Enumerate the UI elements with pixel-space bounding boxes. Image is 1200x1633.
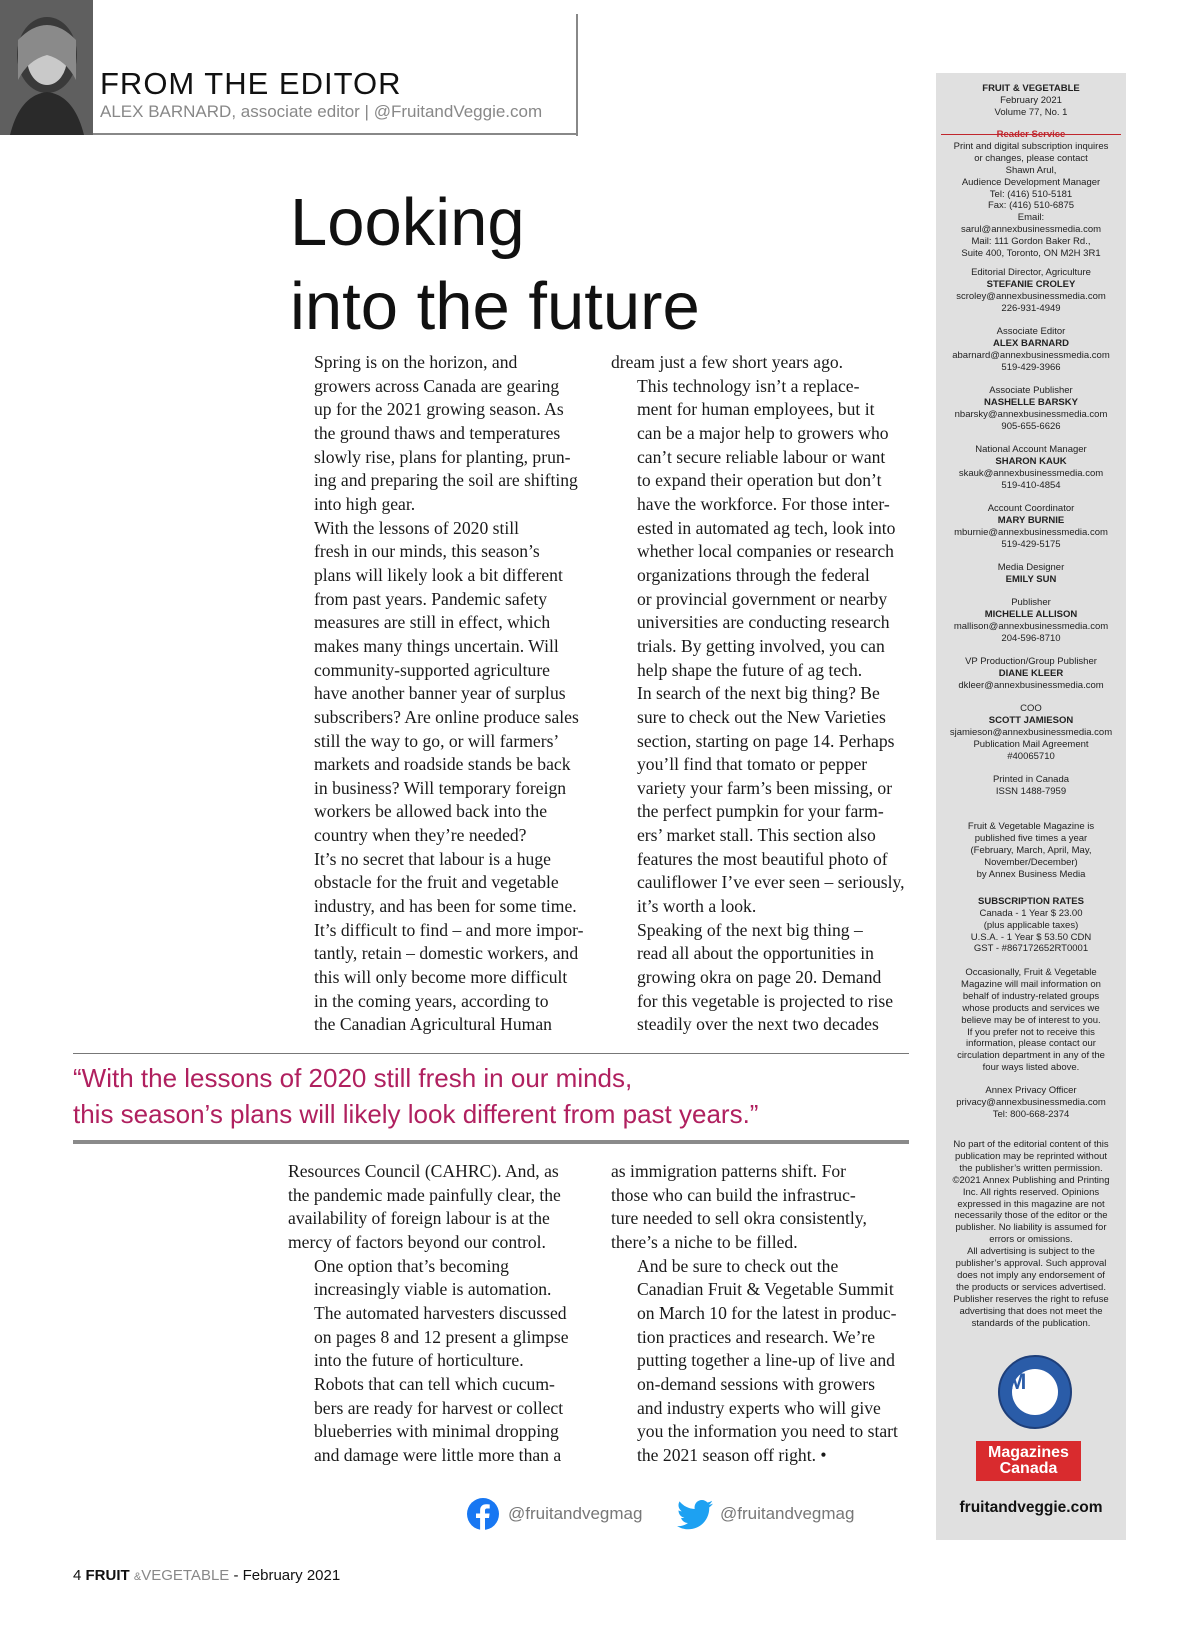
masthead-line: (plus applicable taxes) bbox=[983, 919, 1079, 931]
masthead-line: publisher’s approval. Such approval bbox=[955, 1258, 1107, 1270]
masthead-block bbox=[936, 562, 1126, 586]
masthead-line: Magazine will mail information on bbox=[961, 978, 1101, 990]
text-line: this will only become more difficult bbox=[314, 967, 568, 988]
masthead-block bbox=[936, 821, 1126, 881]
text-line: In search of the next big thing? Be bbox=[637, 683, 880, 704]
text-line: community-supported agriculture bbox=[314, 659, 550, 680]
text-line: cauliflower I’ve ever seen – seriously, bbox=[637, 872, 905, 893]
text-line: from past years. Pandemic safety bbox=[314, 588, 548, 609]
masthead-block bbox=[936, 1139, 1126, 1330]
masthead-line: or changes, please contact bbox=[974, 152, 1088, 164]
masthead-line: by Annex Business Media bbox=[976, 868, 1086, 880]
masthead-block bbox=[936, 444, 1126, 492]
text-line: ers’ market stall. This section also bbox=[637, 825, 876, 846]
text-line: subscribers? Are online produce sales bbox=[314, 706, 579, 727]
masthead-line: Associate Publisher bbox=[989, 385, 1073, 396]
masthead-line: scroley@annexbusinessmedia.com bbox=[956, 290, 1106, 302]
text-line: It’s difficult to find – and more impor- bbox=[314, 919, 584, 940]
masthead-block bbox=[936, 739, 1126, 763]
text-line: workers be allowed back into the bbox=[314, 801, 548, 822]
facebook-handle[interactable]: @fruitandvegmag bbox=[508, 1504, 643, 1523]
masthead-line: skauk@annexbusinessmedia.com bbox=[958, 467, 1104, 479]
paragraph bbox=[288, 351, 588, 517]
paragraph bbox=[288, 1160, 588, 1255]
masthead-line: mburnie@annexbusinessmedia.com bbox=[954, 526, 1108, 538]
footer-brand-vegetable: VEGETABLE bbox=[141, 1567, 230, 1584]
paragraph bbox=[288, 1255, 588, 1468]
text-line: slowly rise, plans for planting, prun- bbox=[314, 446, 571, 467]
masthead-line: November/December) bbox=[984, 856, 1078, 868]
masthead-line: published five times a year bbox=[974, 832, 1088, 844]
masthead-line: dkleer@annexbusinessmedia.com bbox=[958, 679, 1104, 691]
masthead-line: mallison@annexbusinessmedia.com bbox=[953, 620, 1109, 632]
text-line: sure to check out the New Varieties bbox=[637, 706, 886, 727]
masthead-line: February 2021 bbox=[1000, 94, 1062, 106]
masthead-line: believe may be of interest to you. bbox=[961, 1014, 1101, 1026]
masthead-line: 905-655-6626 bbox=[1001, 420, 1061, 432]
masthead-line: No part of the editorial content of this bbox=[953, 1139, 1109, 1150]
text-line: industry, and has been for some time. bbox=[314, 896, 577, 917]
masthead-line: Publisher bbox=[1011, 597, 1051, 608]
text-line: as immigration patterns shift. For bbox=[611, 1161, 847, 1181]
masthead-block bbox=[936, 129, 1126, 260]
text-line: on pages 8 and 12 present a glimpse bbox=[314, 1326, 569, 1347]
text-line: variety your farm’s been missing, or bbox=[637, 777, 893, 798]
text-line: trials. By getting involved, you can bbox=[637, 635, 885, 656]
masthead-line: Mail: 111 Gordon Baker Rd., bbox=[971, 236, 1091, 248]
text-line: the ground thaws and temperatures bbox=[314, 422, 561, 443]
masthead-line: GST - #867172652RT0001 bbox=[973, 943, 1089, 954]
text-line: for this vegetable is projected to rise bbox=[637, 990, 894, 1011]
text-line: ture needed to sell okra consistently, bbox=[611, 1208, 867, 1229]
masthead-line: COO bbox=[1020, 703, 1042, 714]
text-line: and industry experts who will give bbox=[637, 1397, 881, 1418]
masthead-line: U.S.A. - 1 Year $ 53.50 CDN bbox=[970, 931, 1092, 943]
masthead-line: Audience Development Manager bbox=[961, 176, 1101, 188]
website-link[interactable]: fruitandveggie.com bbox=[959, 1499, 1103, 1516]
masthead-line: whose products and services we bbox=[962, 1002, 1100, 1014]
masthead-line: standards of the publication. bbox=[971, 1317, 1091, 1329]
masthead-line: Suite 400, Toronto, ON M2H 3R1 bbox=[961, 248, 1101, 260]
text-line: whether local companies or research bbox=[637, 541, 894, 562]
masthead-line: publication may be reprinted without bbox=[954, 1150, 1108, 1162]
facebook-icon[interactable] bbox=[467, 1498, 499, 1530]
footer-brand-amp: & bbox=[133, 1571, 142, 1583]
masthead-line: privacy@annexbusinessmedia.com bbox=[956, 1096, 1106, 1108]
masthead-line: ©2021 Annex Publishing and Printing bbox=[952, 1174, 1110, 1186]
text-line: the Canadian Agricultural Human bbox=[314, 1014, 552, 1035]
text-line: mercy of factors beyond our control. bbox=[288, 1231, 546, 1252]
masthead-line: 204-596-8710 bbox=[1001, 632, 1061, 644]
masthead-line: EMILY SUN bbox=[1005, 573, 1057, 585]
masthead-line: errors or omissions. bbox=[989, 1234, 1073, 1246]
masthead-line: Fax: (416) 510-6875 bbox=[987, 200, 1075, 212]
masthead-line: Email: bbox=[1017, 212, 1045, 224]
masthead-line: Annex Privacy Officer bbox=[985, 1085, 1077, 1096]
text-line: With the lessons of 2020 still bbox=[314, 517, 520, 538]
text-line: the 2021 season off right. • bbox=[637, 1444, 827, 1465]
pull-quote bbox=[73, 1060, 758, 1132]
pullquote-rule-top bbox=[73, 1053, 909, 1054]
masthead-block bbox=[936, 83, 1126, 119]
text-line: bers are ready for harvest or collect bbox=[314, 1397, 564, 1418]
twitter-icon[interactable] bbox=[677, 1500, 713, 1530]
text-line: availability of foreign labour is at the bbox=[288, 1208, 550, 1229]
pull-quote-line: “With the lessons of 2020 still fresh in our minds, bbox=[73, 1063, 633, 1093]
text-line: in business? Will temporary foreign bbox=[314, 777, 567, 798]
text-line: One option that’s becoming bbox=[314, 1255, 509, 1276]
masthead-line: circulation department in any of the bbox=[957, 1050, 1105, 1062]
paragraph bbox=[288, 517, 588, 848]
seal-mark-icon: M bbox=[1008, 1369, 1027, 1394]
magazines-canada-logo bbox=[976, 1441, 1081, 1481]
text-line: growers across Canada are gearing bbox=[314, 375, 560, 396]
text-line: the pandemic made painfully clear, the bbox=[288, 1184, 561, 1205]
masthead-line: VP Production/Group Publisher bbox=[965, 656, 1097, 667]
text-line: The automated harvesters discussed bbox=[314, 1302, 567, 1323]
masthead-line: (February, March, April, May, bbox=[970, 844, 1092, 856]
paragraph bbox=[611, 682, 911, 919]
text-line: steadily over the next two decades bbox=[637, 1014, 879, 1035]
masthead-line: Tel: (416) 510-5181 bbox=[989, 188, 1073, 200]
masthead-sidebar bbox=[936, 73, 1126, 1540]
text-line: tion practices and research. We’re bbox=[637, 1326, 876, 1347]
text-line: And be sure to check out the bbox=[637, 1255, 839, 1276]
masthead-line: Print and digital subscription inquires bbox=[953, 140, 1109, 152]
text-line: putting together a line-up of live and bbox=[637, 1350, 895, 1371]
masthead-line: sarul@annexbusinessmedia.com bbox=[960, 224, 1102, 236]
masthead-block bbox=[936, 267, 1126, 315]
page-number: 4 bbox=[73, 1567, 82, 1584]
text-line: Spring is on the horizon, and bbox=[314, 352, 518, 372]
masthead-line: Editorial Director, Agriculture bbox=[971, 267, 1091, 278]
masthead-line: MARY BURNIE bbox=[997, 514, 1065, 526]
headline-line: Looking bbox=[290, 185, 525, 260]
masthead-line: Shawn Arul, bbox=[1005, 164, 1057, 176]
masthead-block bbox=[936, 896, 1126, 944]
text-line: you the information you need to start bbox=[637, 1421, 898, 1442]
masthead-line: National Account Manager bbox=[975, 444, 1087, 455]
text-line: markets and roadside stands be back bbox=[314, 754, 571, 775]
masthead-line: FRUIT & VEGETABLE bbox=[982, 83, 1080, 94]
masthead-block bbox=[936, 326, 1126, 374]
text-line: universities are conducting research bbox=[637, 612, 890, 633]
masthead-line: nbarsky@annexbusinessmedia.com bbox=[954, 408, 1108, 420]
masthead-line: 519-410-4854 bbox=[1001, 479, 1061, 491]
masthead-block bbox=[936, 774, 1126, 798]
paragraph bbox=[288, 848, 588, 1037]
masthead-line: Volume 77, No. 1 bbox=[994, 106, 1068, 118]
text-line: Resources Council (CAHRC). And, as bbox=[288, 1161, 559, 1181]
paragraph bbox=[611, 1160, 911, 1255]
text-line: ment for human employees, but it bbox=[637, 399, 875, 420]
masthead-line: Reader Service bbox=[996, 129, 1066, 140]
footer-date: - February 2021 bbox=[229, 1567, 341, 1584]
text-line: increasingly viable is automation. bbox=[314, 1279, 552, 1300]
masthead-line: If you prefer not to receive this bbox=[967, 1026, 1095, 1038]
masthead-line: Fruit & Vegetable Magazine is bbox=[967, 821, 1095, 832]
twitter-handle[interactable]: @fruitandvegmag bbox=[720, 1504, 855, 1523]
editor-photo bbox=[0, 0, 93, 135]
paragraph bbox=[611, 919, 911, 1037]
masthead-block bbox=[936, 656, 1126, 692]
masthead-block bbox=[936, 503, 1126, 551]
masthead-line: MICHELLE ALLISON bbox=[984, 608, 1078, 620]
masthead-line: does not imply any endorsement of bbox=[957, 1269, 1105, 1281]
masthead-line: 519-429-5175 bbox=[1001, 538, 1061, 550]
masthead-line: NASHELLE BARSKY bbox=[984, 396, 1078, 408]
text-line: into the future of horticulture. bbox=[314, 1350, 524, 1371]
masthead-line: expressed in this magazine are not bbox=[957, 1198, 1105, 1210]
text-line: makes many things uncertain. Will bbox=[314, 635, 559, 656]
masthead-line: 519-429-3966 bbox=[1001, 361, 1061, 373]
masthead-block bbox=[936, 943, 1126, 955]
masthead-line: Publisher reserves the right to refuse bbox=[953, 1293, 1109, 1305]
header-rule-horizontal bbox=[93, 133, 578, 135]
masthead-line: SUBSCRIPTION RATES bbox=[978, 896, 1084, 907]
text-line: ested in automated ag tech, look into bbox=[637, 517, 896, 538]
text-line: section, starting on page 14. Perhaps bbox=[637, 730, 895, 751]
masthead-line: information, please contact our bbox=[966, 1038, 1096, 1050]
header-rule-vertical bbox=[576, 14, 578, 136]
masthead-line: Printed in Canada bbox=[992, 774, 1070, 785]
text-line: organizations through the federal bbox=[637, 564, 870, 585]
text-line: features the most beautiful photo of bbox=[637, 848, 888, 869]
text-line: fresh in our minds, this season’s bbox=[314, 541, 540, 562]
masthead-line: abarnard@annexbusinessmedia.com bbox=[952, 349, 1110, 361]
masthead-line: DIANE KLEER bbox=[998, 667, 1064, 679]
text-line: into high gear. bbox=[314, 493, 416, 514]
text-line: those who can build the infrastruc- bbox=[611, 1184, 856, 1205]
masthead-line: STEFANIE CROLEY bbox=[986, 278, 1076, 290]
masthead-line: ISSN 1488-7959 bbox=[995, 785, 1067, 797]
article-column-1 bbox=[288, 351, 588, 1037]
text-line: on March 10 for the latest in produc- bbox=[637, 1302, 897, 1323]
masthead-line: Publication Mail Agreement bbox=[973, 739, 1089, 750]
masthead-block bbox=[936, 967, 1126, 1074]
section-title: FROM THE EDITOR bbox=[100, 66, 402, 101]
text-line: country when they’re needed? bbox=[314, 825, 527, 846]
masthead-block bbox=[936, 703, 1126, 739]
pullquote-rule-bottom bbox=[73, 1140, 909, 1144]
headline bbox=[290, 181, 850, 349]
text-line: tantly, retain – domestic workers, and bbox=[314, 943, 579, 964]
paragraph bbox=[611, 375, 911, 683]
text-line: the perfect pumpkin for your farm- bbox=[637, 801, 884, 822]
paragraph bbox=[611, 1255, 911, 1468]
text-line: It’s no secret that labour is a huge bbox=[314, 848, 551, 869]
masthead-line: 226-931-4949 bbox=[1001, 302, 1061, 314]
masthead-line: Associate Editor bbox=[996, 326, 1066, 337]
masthead-block bbox=[936, 597, 1126, 645]
text-line: or provincial government or nearby bbox=[637, 588, 888, 609]
text-line: plans will likely look a bit different bbox=[314, 564, 563, 585]
masthead-line: SHARON KAUK bbox=[995, 455, 1067, 467]
masthead-line: ALEX BARNARD bbox=[993, 337, 1069, 349]
text-line: can be a major help to growers who bbox=[637, 422, 889, 443]
masthead-line: Canada - 1 Year $ 23.00 bbox=[979, 907, 1083, 919]
masthead-line: sjamieson@annexbusinessmedia.com bbox=[949, 726, 1113, 738]
footer-brand-fruit: FRUIT bbox=[85, 1567, 130, 1584]
headline-line: into the future bbox=[290, 269, 700, 344]
text-line: there’s a niche to be filled. bbox=[611, 1231, 798, 1252]
masthead-line: Inc. All rights reserved. Opinions bbox=[962, 1186, 1100, 1198]
text-line: This technology isn’t a replace- bbox=[637, 375, 860, 396]
masthead-line: SCOTT JAMIESON bbox=[988, 714, 1074, 726]
text-line: have the workforce. For those inter- bbox=[637, 493, 890, 514]
masthead-line: necessarily those of the editor or the bbox=[954, 1210, 1108, 1222]
text-line: growing okra on page 20. Demand bbox=[637, 967, 882, 988]
text-line: dream just a few short years ago. bbox=[611, 352, 844, 372]
text-line: to expand their operation but don’t bbox=[637, 470, 882, 491]
text-line: Canadian Fruit & Vegetable Summit bbox=[637, 1279, 894, 1300]
text-line: and damage were little more than a bbox=[314, 1444, 562, 1465]
paragraph bbox=[611, 351, 911, 375]
text-line: still the way to go, or will farmers’ bbox=[314, 730, 560, 751]
text-line: obstacle for the fruit and vegetable bbox=[314, 872, 559, 893]
masthead-line: the publisher’s written permission. bbox=[959, 1162, 1103, 1174]
text-line: up for the 2021 growing season. As bbox=[314, 399, 564, 420]
pull-quote-line: this season’s plans will likely look different from past years.” bbox=[73, 1099, 759, 1129]
masthead-line: advertising that does not meet the bbox=[959, 1305, 1103, 1317]
masthead-line: Occasionally, Fruit & Vegetable bbox=[965, 967, 1097, 978]
text-line: it’s worth a look. bbox=[637, 896, 757, 917]
alliance-seal-logo bbox=[998, 1355, 1072, 1429]
masthead-block bbox=[936, 385, 1126, 433]
article-column-3 bbox=[288, 1160, 588, 1468]
byline: ALEX BARNARD, associate editor | @FruitandVeggie.com bbox=[100, 102, 543, 121]
text-line: have another banner year of surplus bbox=[314, 683, 566, 704]
page-footer bbox=[73, 1567, 340, 1584]
text-line: can’t secure reliable labour or want bbox=[637, 446, 886, 467]
article-column-2 bbox=[611, 351, 911, 1037]
masthead-line: four ways listed above. bbox=[982, 1062, 1080, 1074]
text-line: blueberries with minimal dropping bbox=[314, 1421, 559, 1442]
text-line: on-demand sessions with growers bbox=[637, 1373, 875, 1394]
masthead-block bbox=[936, 1085, 1126, 1121]
masthead-line: #40065710 bbox=[1007, 750, 1055, 762]
masthead-line: Tel: 800-668-2374 bbox=[992, 1108, 1070, 1120]
masthead-line: Account Coordinator bbox=[987, 503, 1075, 514]
text-line: read all about the opportunities in bbox=[637, 943, 874, 964]
masthead-line: Media Designer bbox=[997, 562, 1065, 573]
text-line: ing and preparing the soil are shifting bbox=[314, 470, 578, 491]
text-line: Speaking of the next big thing – bbox=[637, 919, 863, 940]
text-line: Robots that can tell which cucum- bbox=[314, 1373, 555, 1394]
masthead-line: the products or services advertised. bbox=[956, 1281, 1106, 1293]
magazines-canada-line: Magazines bbox=[988, 1444, 1069, 1461]
text-line: you’ll find that tomato or pepper bbox=[637, 754, 868, 775]
masthead-line: publisher. No liability is assumed for bbox=[955, 1222, 1107, 1234]
text-line: in the coming years, according to bbox=[314, 990, 549, 1011]
masthead-line: behalf of industry-related groups bbox=[962, 990, 1100, 1002]
masthead-line: All advertising is subject to the bbox=[967, 1246, 1095, 1258]
article-column-4 bbox=[611, 1160, 911, 1468]
text-line: help shape the future of ag tech. bbox=[637, 659, 863, 680]
text-line: measures are still in effect, which bbox=[314, 612, 551, 633]
magazines-canada-line: Canada bbox=[999, 1460, 1058, 1477]
